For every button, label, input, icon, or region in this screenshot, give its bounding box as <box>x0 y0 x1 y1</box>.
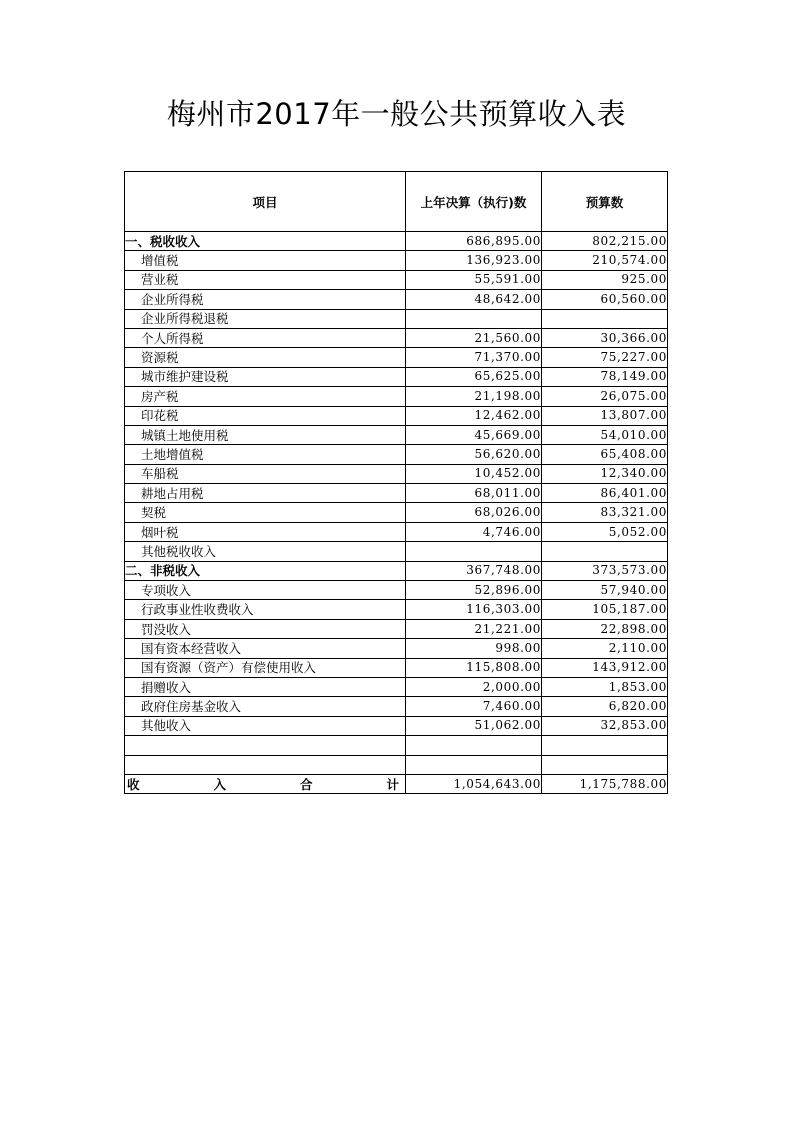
prev-actual-value: 998.00 <box>406 639 542 658</box>
table-row <box>125 251 668 270</box>
item-label: 增值税 <box>125 251 406 270</box>
budget-value: 86,401.00 <box>542 484 668 503</box>
budget-value: 60,560.00 <box>542 290 668 309</box>
table-row <box>125 755 668 774</box>
budget-value <box>542 755 668 774</box>
prev-actual-value: 4,746.00 <box>406 522 542 541</box>
prev-actual-value: 12,462.00 <box>406 406 542 425</box>
item-label: 契税 <box>125 503 406 522</box>
total-row <box>125 774 668 793</box>
item-label: 企业所得税 <box>125 290 406 309</box>
budget-value: 2,110.00 <box>542 639 668 658</box>
table-row <box>125 464 668 483</box>
prev-actual-value: 686,895.00 <box>406 232 542 251</box>
item-label: 政府住房基金收入 <box>125 697 406 716</box>
item-label: 国有资本经营收入 <box>125 639 406 658</box>
item-label <box>125 736 406 755</box>
item-label: 耕地占用税 <box>125 484 406 503</box>
table-row <box>125 348 668 367</box>
prev-actual-value: 136,923.00 <box>406 251 542 270</box>
table-row <box>125 736 668 755</box>
prev-actual-value: 71,370.00 <box>406 348 542 367</box>
table-row <box>125 387 668 406</box>
total-label-char: 计 <box>386 776 399 792</box>
prev-actual-value: 65,625.00 <box>406 367 542 386</box>
prev-actual-value <box>406 309 542 328</box>
table-row <box>125 309 668 328</box>
prev-actual-value: 7,460.00 <box>406 697 542 716</box>
prev-actual-value: 51,062.00 <box>406 716 542 735</box>
item-label: 城市维护建设税 <box>125 367 406 386</box>
item-label: 城镇土地使用税 <box>125 425 406 444</box>
total-budget-value: 1,175,788.00 <box>542 774 668 793</box>
category-label: 一、税收收入 <box>125 232 406 251</box>
prev-actual-value: 21,560.00 <box>406 328 542 347</box>
table-row <box>125 503 668 522</box>
total-label-char: 合 <box>299 776 313 792</box>
budget-value: 5,052.00 <box>542 522 668 541</box>
table-row <box>125 367 668 386</box>
page-title: 梅州市2017年一般公共预算收入表 <box>166 97 627 131</box>
prev-actual-value: 48,642.00 <box>406 290 542 309</box>
budget-value <box>542 736 668 755</box>
header-item: 项目 <box>125 172 406 232</box>
item-label: 车船税 <box>125 464 406 483</box>
budget-value: 83,321.00 <box>542 503 668 522</box>
item-label: 行政事业性收费收入 <box>125 600 406 619</box>
item-label: 营业税 <box>125 270 406 289</box>
table-row <box>125 619 668 638</box>
budget-value: 105,187.00 <box>542 600 668 619</box>
item-label: 国有资源（资产）有偿使用收入 <box>125 658 406 677</box>
prev-actual-value: 21,221.00 <box>406 619 542 638</box>
budget-value: 925.00 <box>542 270 668 289</box>
prev-actual-value: 115,808.00 <box>406 658 542 677</box>
budget-value <box>542 542 668 561</box>
prev-actual-value: 2,000.00 <box>406 677 542 696</box>
budget-value: 1,853.00 <box>542 677 668 696</box>
budget-value: 210,574.00 <box>542 251 668 270</box>
item-label: 罚没收入 <box>125 619 406 638</box>
prev-actual-value: 367,748.00 <box>406 561 542 580</box>
total-label-char: 入 <box>213 776 226 792</box>
budget-value: 26,075.00 <box>542 387 668 406</box>
budget-value <box>542 309 668 328</box>
table-row <box>125 445 668 464</box>
table-row <box>125 561 668 580</box>
item-label: 专项收入 <box>125 581 406 600</box>
table-row <box>125 484 668 503</box>
budget-value: 54,010.00 <box>542 425 668 444</box>
budget-value: 802,215.00 <box>542 232 668 251</box>
item-label: 印花税 <box>125 406 406 425</box>
item-label: 企业所得税退税 <box>125 309 406 328</box>
table-row <box>125 425 668 444</box>
budget-value: 12,340.00 <box>542 464 668 483</box>
table-row <box>125 328 668 347</box>
table-header-row <box>125 172 668 232</box>
item-label: 烟叶税 <box>125 522 406 541</box>
budget-value: 32,853.00 <box>542 716 668 735</box>
budget-value: 65,408.00 <box>542 445 668 464</box>
table-row <box>125 522 668 541</box>
table-row <box>125 270 668 289</box>
item-label: 房产税 <box>125 387 406 406</box>
table-row <box>125 542 668 561</box>
table-row <box>125 232 668 251</box>
revenue-table <box>124 171 668 794</box>
table-row <box>125 697 668 716</box>
item-label: 其他税收收入 <box>125 542 406 561</box>
budget-value: 75,227.00 <box>542 348 668 367</box>
item-label: 其他收入 <box>125 716 406 735</box>
total-label-char: 收 <box>127 776 140 792</box>
prev-actual-value: 10,452.00 <box>406 464 542 483</box>
item-label: 土地增值税 <box>125 445 406 464</box>
header-prev-actual: 上年决算（执行)数 <box>406 172 542 232</box>
prev-actual-value: 21,198.00 <box>406 387 542 406</box>
budget-value: 13,807.00 <box>542 406 668 425</box>
budget-value: 373,573.00 <box>542 561 668 580</box>
prev-actual-value: 68,011.00 <box>406 484 542 503</box>
table-row <box>125 290 668 309</box>
table-row <box>125 581 668 600</box>
prev-actual-value: 55,591.00 <box>406 270 542 289</box>
item-label: 捐赠收入 <box>125 677 406 696</box>
budget-value: 6,820.00 <box>542 697 668 716</box>
budget-value: 22,898.00 <box>542 619 668 638</box>
budget-value: 30,366.00 <box>542 328 668 347</box>
header-budget: 预算数 <box>542 172 668 232</box>
prev-actual-value <box>406 542 542 561</box>
prev-actual-value <box>406 755 542 774</box>
prev-actual-value: 52,896.00 <box>406 581 542 600</box>
table-row <box>125 639 668 658</box>
table-row <box>125 677 668 696</box>
prev-actual-value: 68,026.00 <box>406 503 542 522</box>
budget-value: 143,912.00 <box>542 658 668 677</box>
prev-actual-value: 45,669.00 <box>406 425 542 444</box>
budget-value: 57,940.00 <box>542 581 668 600</box>
total-label <box>125 774 406 793</box>
table-row <box>125 406 668 425</box>
table-row <box>125 658 668 677</box>
item-label: 资源税 <box>125 348 406 367</box>
category-label: 二、非税收入 <box>125 561 406 580</box>
prev-actual-value: 56,620.00 <box>406 445 542 464</box>
total-prev-value: 1,054,643.00 <box>406 774 542 793</box>
prev-actual-value <box>406 736 542 755</box>
item-label <box>125 755 406 774</box>
table-body <box>125 232 668 775</box>
table-row <box>125 600 668 619</box>
prev-actual-value: 116,303.00 <box>406 600 542 619</box>
table-row <box>125 716 668 735</box>
item-label: 个人所得税 <box>125 328 406 347</box>
budget-value: 78,149.00 <box>542 367 668 386</box>
